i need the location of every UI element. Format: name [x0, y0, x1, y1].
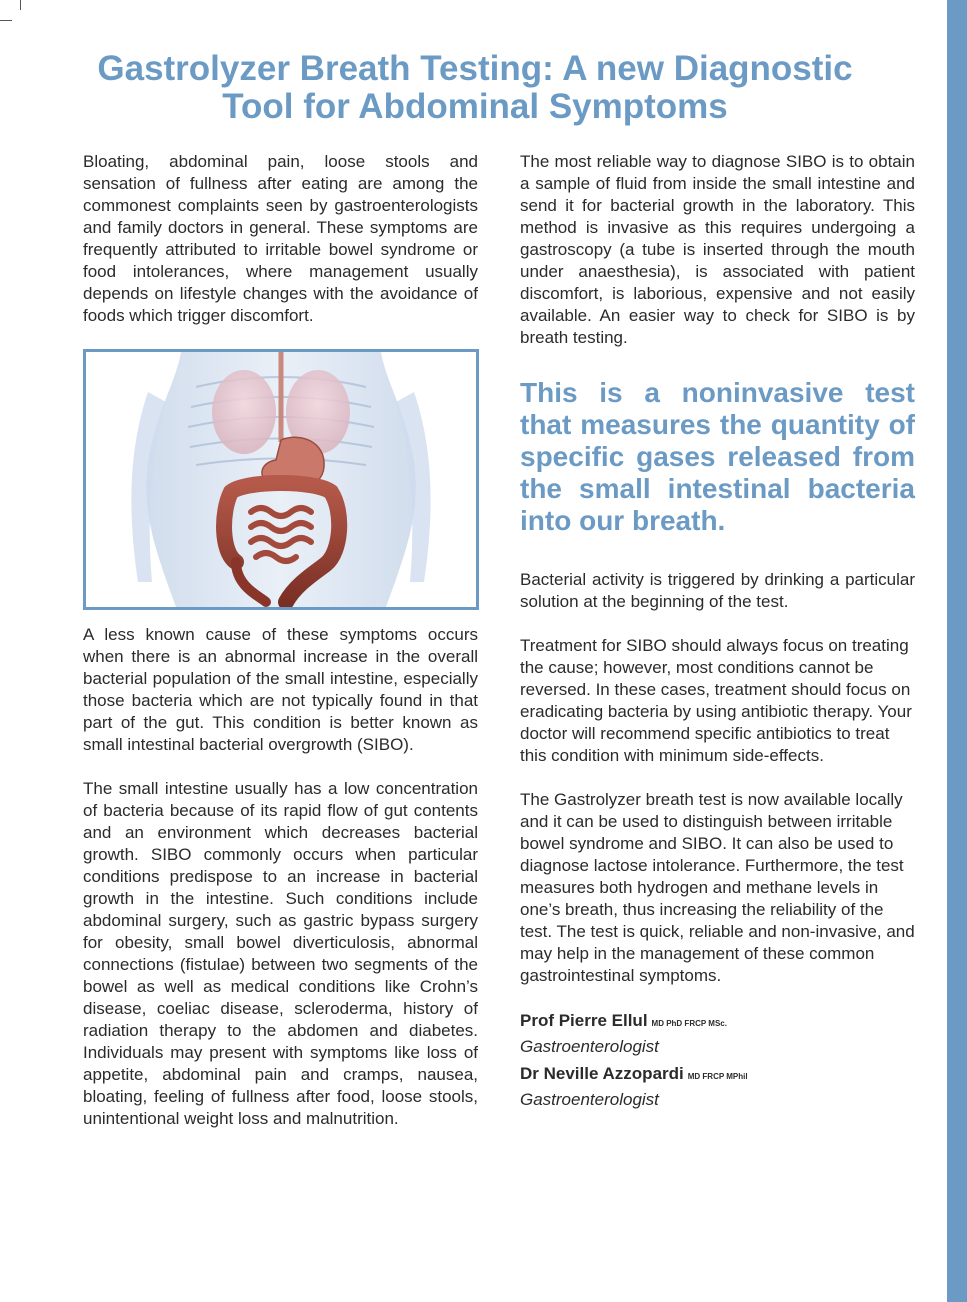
test-trigger-paragraph: Bacterial activity is triggered by drinking a particular solution at the beginning of the test. — [520, 570, 915, 611]
page-title: Gastrolyzer Breath Testing: A new Diagnostic Tool for Abdominal Symptoms — [97, 49, 853, 126]
author-1-role: Gastroenterologist — [520, 1037, 659, 1056]
author-2 — [520, 1062, 915, 1089]
author-2-credentials: MD FRCP MPhil — [687, 1072, 748, 1081]
side-accent-bar — [947, 0, 967, 1302]
intro-paragraph: Bloating, abdominal pain, loose stools and sensation of fullness after eating are among the commonest complaints seen by gastroenterologists and family doctors in general. These symptoms are frequently attributed to irritable bowel syndrome or food intolerances, where management usually depends on lifestyle changes with the avoidance of foods which trigger discomfort. — [83, 152, 478, 325]
availability-paragraph: The Gastrolyzer breath test is now available locally and it can be used to distinguish between irritable bowel syndrome and SIBO. It can also be used to diagnose lactose intolerance. Furthermore, the test measures both hydrogen and methane levels in one’s breath, thus increasing the reliability of the test. The test is quick, reliable and non-invasive, and may help in the management of these common gastrointestinal symptoms. — [520, 790, 915, 985]
crop-mark-horizontal — [0, 20, 12, 21]
author-1-credentials: MD PhD FRCP MSc. — [651, 1019, 727, 1028]
author-2-name: Dr Neville Azzopardi — [520, 1064, 684, 1083]
anatomy-figure — [86, 352, 476, 607]
sibo-causes-paragraph: The small intestine usually has a low concentration of bacteria because of its rapid flow of gut contents and an environment which decreases bacterial growth. SIBO commonly occurs when particular conditions predispose to an increase in bacterial growth in the intestine. Such conditions include abdominal surgery, such as gastric bypass surgery for obesity, small bowel diverticulosis, abnormal connections (fistulae) between two segments of the bowel as well as medical conditions like Crohn’s disease, coeliac disease, scleroderma, history of radiation therapy to the abdomen and diabetes. Individuals may present with symptoms like loss of appetite, abdominal pain and cramps, nausea, bloating, feeling of fullness after food, loose stools, unintentional weight loss and malnutrition. — [83, 779, 478, 1128]
author-2-role: Gastroenterologist — [520, 1090, 659, 1109]
sibo-definition-paragraph: A less known cause of these symptoms occurs when there is an abnormal increase in the overall bacterial population of the small intestine, especially those bacteria which are not typically found in that part of the gut. This condition is better known as small intestinal bacterial overgrowth (SIBO). — [83, 625, 478, 754]
left-column — [83, 151, 478, 1152]
digestive-system-illustration — [83, 349, 479, 610]
pull-quote: This is a noninvasive test that measures the quantity of specific gases released from the small intestinal bacteria into our breath. — [520, 377, 915, 536]
author-1 — [520, 1009, 915, 1036]
lung-left — [212, 370, 276, 454]
treatment-paragraph: Treatment for SIBO should always focus on treating the cause; however, most conditions cannot be reversed. In these cases, treatment should focus on eradicating bacteria by using antibiotic therapy. Your doctor will recommend specific antibiotics to treat this condition with minimum side-effects. — [520, 636, 912, 765]
crop-mark-vertical — [20, 0, 21, 10]
author-block — [520, 1009, 915, 1111]
diagnosis-paragraph: The most reliable way to diagnose SIBO is to obtain a sample of fluid from inside the small intestine and send it for bacterial growth in the laboratory. This method is invasive as this requires undergoing a gastroscopy (a tube is inserted through the mouth under anaesthesia), is associated with patient discomfort, is laborious, expensive and not easily available. An easier way to check for SIBO is by breath testing. — [520, 152, 915, 347]
right-column — [520, 151, 915, 1115]
author-1-name: Prof Pierre Ellul — [520, 1011, 648, 1030]
